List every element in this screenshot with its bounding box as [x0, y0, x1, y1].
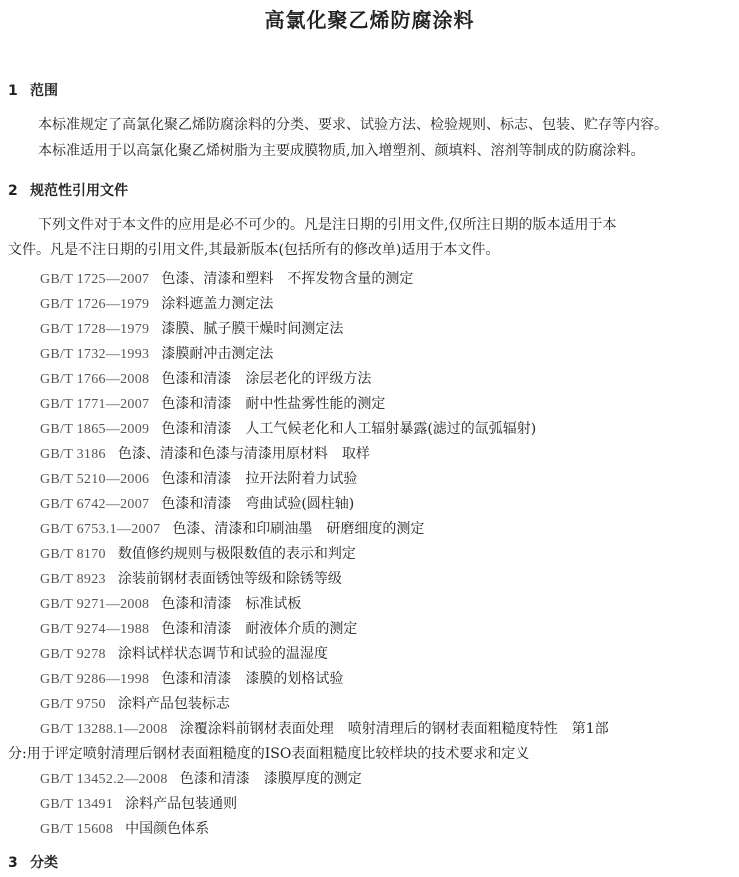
refs-intro-line-2: 文件。凡是不注日期的引用文件,其最新版本(包括所有的修改单)适用于本文件。 — [8, 242, 500, 258]
reference-title: 数值修约规则与极限数值的表示和判定 — [117, 546, 356, 562]
reference-item — [40, 793, 237, 813]
reference-code: GB/T 6753.1—2007 — [40, 522, 161, 537]
reference-title: 涂料遮盖力测定法 — [161, 296, 274, 312]
reference-title: 色漆和清漆 涂层老化的评级方法 — [161, 371, 372, 387]
reference-code: GB/T 1771—2007 — [40, 397, 150, 412]
reference-title: 涂料产品包装通则 — [125, 796, 238, 812]
reference-item — [40, 268, 413, 288]
section-heading-classification — [8, 852, 58, 872]
reference-title: 漆膜耐冲击测定法 — [161, 346, 274, 362]
reference-title: 色漆和清漆 漆膜厚度的测定 — [179, 771, 362, 787]
reference-title: 中国颜色体系 — [125, 821, 210, 837]
reference-code: GB/T 13452.2—2008 — [40, 772, 168, 787]
reference-code: GB/T 3186 — [40, 447, 106, 462]
document-title: 高氯化聚乙烯防腐涂料 — [264, 8, 475, 32]
reference-item — [40, 693, 230, 713]
reference-code: GB/T 13491 — [40, 797, 114, 812]
reference-title: 色漆和清漆 耐中性盐雾性能的测定 — [161, 396, 386, 412]
scope-paragraph-2: 本标准适用于以高氯化聚乙烯树脂为主要成膜物质,加入增塑剂、颜填料、溶剂等制成的防腐涂料。 — [38, 143, 645, 159]
section-number: 1 — [8, 83, 18, 99]
scope-paragraph-1: 本标准规定了高氯化聚乙烯防腐涂料的分类、要求、试验方法、检验规则、标志、包装、贮存等内容。 — [38, 117, 668, 133]
reference-item — [40, 368, 371, 388]
section-title: 规范性引用文件 — [30, 183, 128, 199]
reference-code: GB/T 9274—1988 — [40, 622, 150, 637]
reference-title: 漆膜、腻子膜干燥时间测定法 — [161, 321, 344, 337]
reference-title: 涂覆涂料前钢材表面处理 喷射清理后的钢材表面粗糙度特性 第1部 — [179, 721, 609, 737]
reference-title: 涂料试样状态调节和试验的温湿度 — [117, 646, 328, 662]
reference-title: 色漆、清漆和塑料 不挥发物含量的测定 — [161, 271, 414, 287]
reference-item — [40, 468, 357, 488]
section-number: 2 — [8, 183, 18, 199]
reference-title: 色漆、清漆和印刷油墨 研磨细度的测定 — [172, 521, 425, 537]
reference-code: GB/T 15608 — [40, 822, 114, 837]
reference-title: 涂料产品包装标志 — [117, 696, 230, 712]
reference-code: GB/T 13288.1—2008 — [40, 722, 168, 737]
reference-code: GB/T 5210—2006 — [40, 472, 150, 487]
reference-item — [40, 418, 536, 438]
reference-code: GB/T 6742—2007 — [40, 497, 150, 512]
reference-item — [40, 343, 273, 363]
reference-title: 色漆和清漆 漆膜的划格试验 — [161, 671, 344, 687]
reference-title: 色漆和清漆 人工气候老化和人工辐射暴露(滤过的氙弧辐射) — [161, 421, 537, 437]
section-number: 3 — [8, 855, 18, 871]
reference-title: 色漆和清漆 标准试板 — [161, 596, 302, 612]
reference-title: 色漆、清漆和色漆与清漆用原材料 取样 — [117, 446, 370, 462]
reference-code: GB/T 9750 — [40, 697, 106, 712]
reference-item — [40, 443, 370, 463]
reference-title: 色漆和清漆 弯曲试验(圆柱轴) — [161, 496, 355, 512]
reference-item — [40, 493, 354, 513]
reference-code: GB/T 9286—1998 — [40, 672, 150, 687]
reference-item-continuation — [8, 743, 529, 763]
reference-code: GB/T 1865—2009 — [40, 422, 150, 437]
reference-item — [40, 818, 209, 838]
refs-intro-line-1: 下列文件对于本文件的应用是必不可少的。凡是注日期的引用文件,仅所注日期的版本适用于本 — [38, 217, 617, 233]
reference-code: GB/T 9278 — [40, 647, 106, 662]
reference-code: GB/T 1728—1979 — [40, 322, 150, 337]
reference-item — [40, 393, 385, 413]
reference-code: GB/T 8923 — [40, 572, 106, 587]
reference-item — [40, 718, 609, 738]
reference-item — [40, 518, 424, 538]
reference-title: 色漆和清漆 耐液体介质的测定 — [161, 621, 358, 637]
reference-title: 分:用于评定喷射清理后钢材表面粗糙度的ISO表面粗糙度比较样块的技术要求和定义 — [8, 746, 530, 762]
reference-item — [40, 643, 328, 663]
section-heading-scope — [8, 80, 58, 100]
reference-title: 色漆和清漆 拉开法附着力试验 — [161, 471, 358, 487]
reference-item — [40, 618, 357, 638]
section-title: 分类 — [30, 855, 58, 871]
reference-item — [40, 768, 362, 788]
reference-title: 涂装前钢材表面锈蚀等级和除锈等级 — [117, 571, 342, 587]
reference-item — [40, 318, 343, 338]
reference-code: GB/T 1726—1979 — [40, 297, 150, 312]
reference-code: GB/T 1766—2008 — [40, 372, 150, 387]
reference-item — [40, 593, 301, 613]
reference-code: GB/T 1732—1993 — [40, 347, 150, 362]
reference-item — [40, 293, 273, 313]
reference-item — [40, 668, 343, 688]
section-heading-normative-references — [8, 180, 128, 200]
reference-code: GB/T 1725—2007 — [40, 272, 150, 287]
section-title: 范围 — [30, 83, 58, 99]
reference-item — [40, 543, 356, 563]
reference-code: GB/T 9271—2008 — [40, 597, 150, 612]
reference-item — [40, 568, 342, 588]
reference-code: GB/T 8170 — [40, 547, 106, 562]
